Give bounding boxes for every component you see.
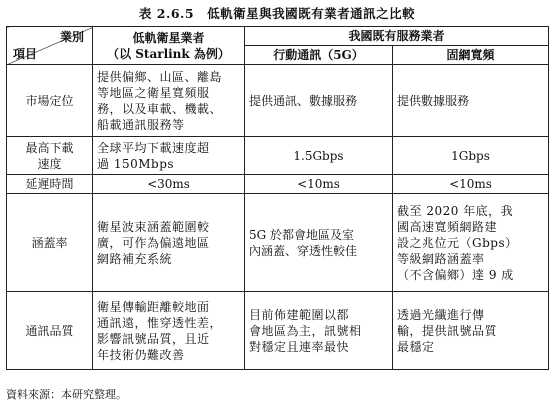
row-label: 通訊品質 <box>7 292 93 370</box>
leo-cell: 全球平均下載速度超 過 150Mbps <box>93 137 245 175</box>
leo-header-title: 低軌衛星業者 <box>132 30 205 45</box>
row-label: 涵蓋率 <box>7 194 93 292</box>
diagonal-header-cell <box>7 27 93 65</box>
table-row <box>7 292 549 370</box>
table-row <box>7 65 549 137</box>
mobile-cell: 提供通訊、數據服務 <box>245 65 393 137</box>
source-note: 資料來源：本研究整理。 <box>6 388 127 401</box>
row-label: 最高下載 速度 <box>7 137 93 175</box>
fixed-cell: <10ms <box>393 175 549 194</box>
table-row <box>7 175 549 194</box>
table-caption: 表 2.6.5 低軌衛星與我國既有業者通訊之比較 <box>138 6 416 21</box>
fixed-header: 固網寬頻 <box>393 46 549 65</box>
item-header-label: 項目 <box>13 47 38 61</box>
row-label: 市場定位 <box>7 65 93 137</box>
leo-cell: <30ms <box>93 175 245 194</box>
header-row-top <box>7 27 549 46</box>
leo-cell: 衛星波束涵蓋範圍較 廣，可作為偏遠地區 網路補充系統 <box>93 194 245 292</box>
leo-header-subtitle: （以 Starlink 為例） <box>107 46 230 61</box>
existing-operators-header: 我國既有服務業者 <box>245 27 549 46</box>
leo-operator-header <box>93 27 245 65</box>
category-header-label: 業別 <box>59 30 84 44</box>
fixed-cell: 透過光纖進行傳 輸，提供訊號品質 最穩定 <box>393 292 549 370</box>
mobile-cell: 目前佈建範圍以都 會地區為主，訊號相 對穩定且連率最快 <box>245 292 393 370</box>
table-row <box>7 194 549 292</box>
comparison-table <box>6 26 549 370</box>
table-row <box>7 137 549 175</box>
mobile-cell: <10ms <box>245 175 393 194</box>
fixed-cell: 提供數據服務 <box>393 65 549 137</box>
mobile-header: 行動通訊（5G） <box>245 46 393 65</box>
mobile-cell: 1.5Gbps <box>245 137 393 175</box>
mobile-cell: 5G 於都會地區及室 內涵蓋、穿透性較佳 <box>245 194 393 292</box>
row-label: 延遲時間 <box>7 175 93 194</box>
fixed-cell: 1Gbps <box>393 137 549 175</box>
fixed-cell: 截至 2020 年底，我 國高速寬頻網路建 設之兆位元（Gbps） 等級網路涵蓋率 （不含偏鄉）達 9 成 <box>393 194 549 292</box>
leo-cell: 衛星傳輸距離較地面 通訊遠，惟穿透性差， 影響訊號品質，且近 年技術仍難改善 <box>93 292 245 370</box>
leo-cell: 提供偏鄉、山區、離島 等地區之衛星寬頻服 務，以及車載、機載、 船載通訊服務等 <box>93 65 245 137</box>
